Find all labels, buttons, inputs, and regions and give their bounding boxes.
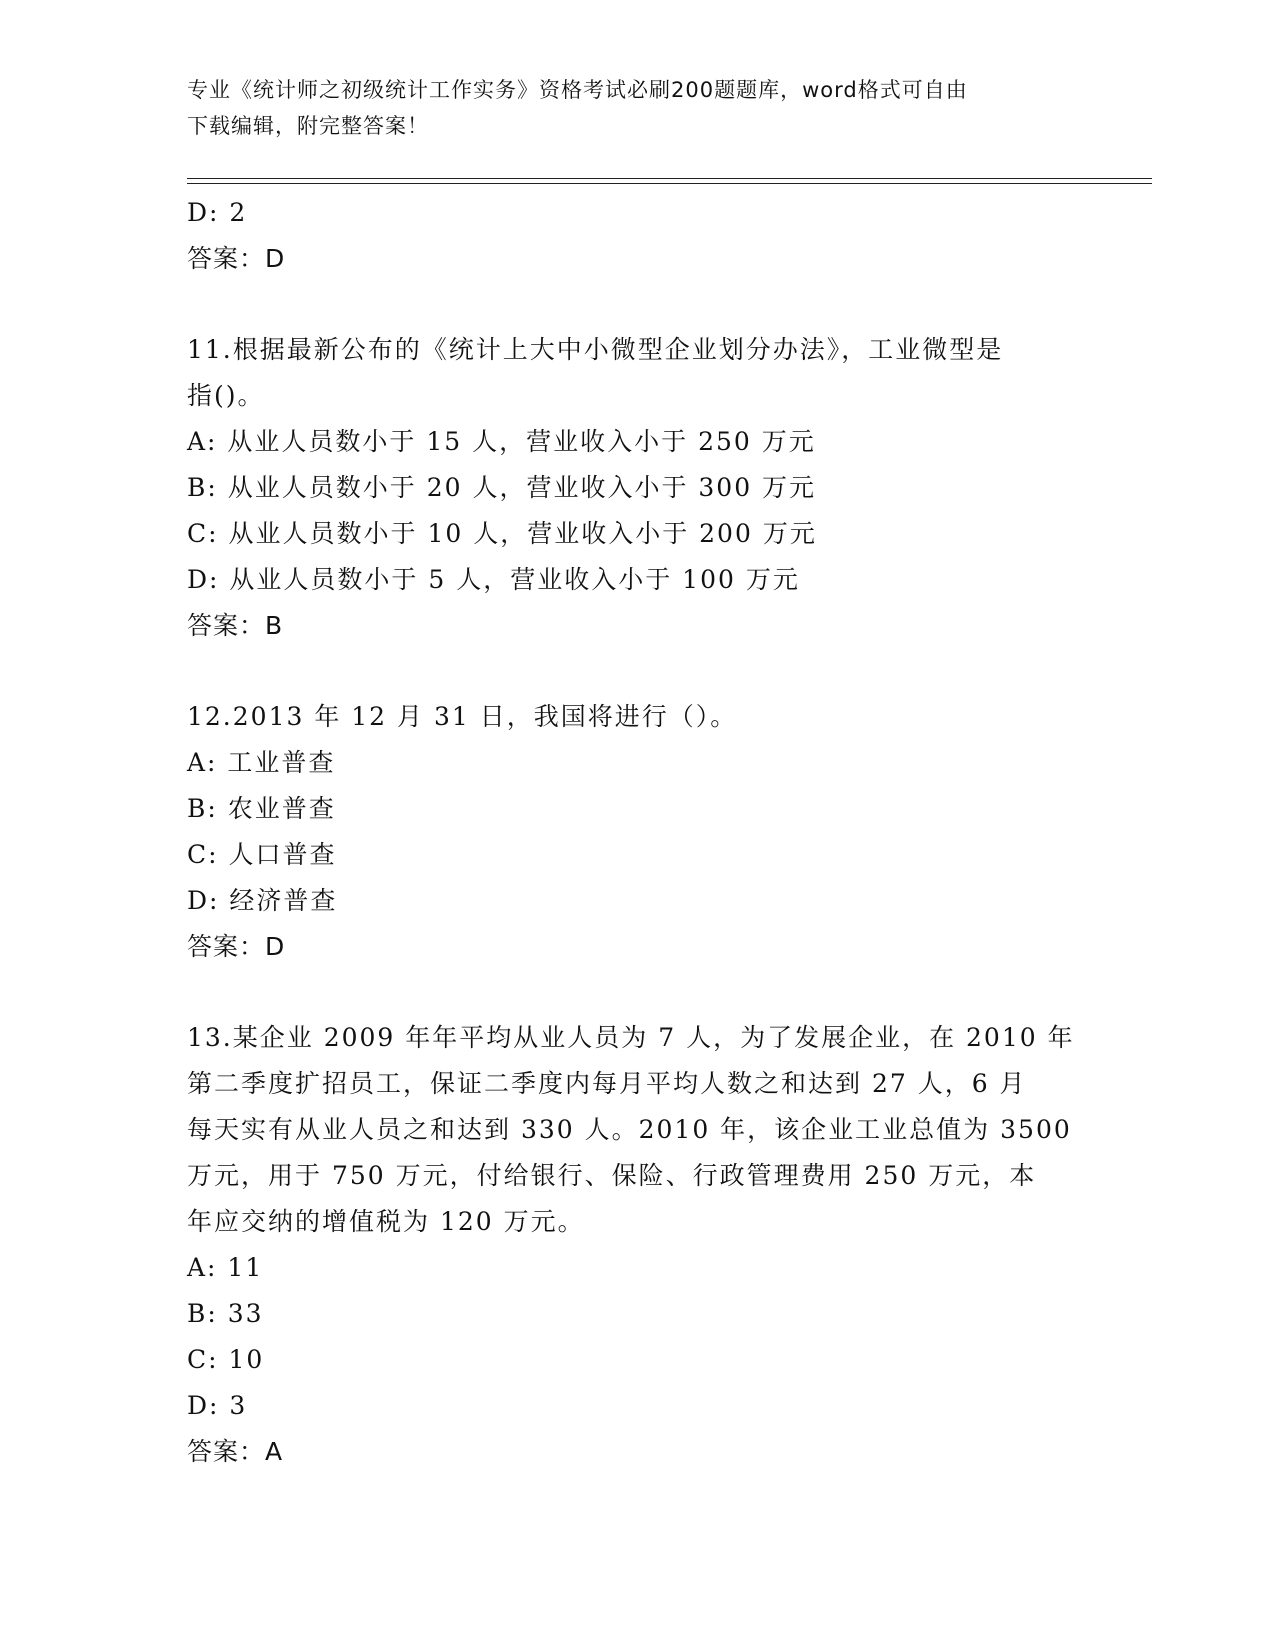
document-header: [187, 72, 1087, 144]
answer-line: 答案：D: [187, 932, 286, 961]
question-13: [187, 1015, 1087, 1475]
header-divider-top: [187, 178, 1152, 179]
option-c: C: 从业人员数小于 10 人，营业收入小于 200 万元: [187, 519, 817, 548]
question-stem: 12.2013 年 12 月 31 日，我国将进行（）。: [187, 702, 738, 731]
option-c: C: 10: [187, 1345, 265, 1374]
spacer: [187, 282, 1087, 327]
header-line-2: 下载编辑，附完整答案！: [187, 114, 429, 138]
question-12: [187, 694, 1087, 970]
answer-line: 答案：B: [187, 611, 284, 640]
header-divider-bottom: [187, 183, 1152, 184]
option-a: A: 从业人员数小于 15 人，营业收入小于 250 万元: [187, 427, 816, 456]
option-b: B: 从业人员数小于 20 人，营业收入小于 300 万元: [187, 473, 817, 502]
question-stem: 万元，用于 750 万元，付给银行、保险、行政管理费用 250 万元，本: [187, 1161, 1037, 1190]
question-stem: 年应交纳的增值税为 120 万元。: [187, 1207, 585, 1236]
option-d: D: 2: [187, 198, 248, 227]
question-11: [187, 327, 1087, 649]
document-body: [187, 190, 1087, 1475]
option-d: D: 经济普查: [187, 886, 338, 915]
question-stem: 第二季度扩招员工，保证二季度内每月平均人数之和达到 27 人，6 月: [187, 1069, 1027, 1098]
option-d: D: 3: [187, 1391, 248, 1420]
option-c: C: 人口普查: [187, 840, 337, 869]
option-b: B: 33: [187, 1299, 264, 1328]
option-a: A: 11: [187, 1253, 264, 1282]
question-stem: 每天实有从业人员之和达到 330 人。2010 年，该企业工业总值为 3500: [187, 1115, 1072, 1144]
question-stem: 11.根据最新公布的《统计上大中小微型企业划分办法》，工业微型是: [187, 335, 1004, 364]
spacer: [187, 649, 1087, 694]
question-10-tail: [187, 190, 1087, 282]
option-b: B: 农业普查: [187, 794, 336, 823]
header-line-1: 专业《统计师之初级统计工作实务》资格考试必刷200题题库，word格式可自由: [187, 78, 968, 102]
option-a: A: 工业普查: [187, 748, 336, 777]
option-d: D: 从业人员数小于 5 人，营业收入小于 100 万元: [187, 565, 800, 594]
question-stem: 13.某企业 2009 年年平均从业人员为 7 人，为了发展企业，在 2010 年: [187, 1023, 1075, 1052]
answer-line: 答案：D: [187, 244, 286, 273]
answer-line: 答案：A: [187, 1437, 284, 1466]
spacer: [187, 970, 1087, 1015]
question-stem: 指()。: [187, 381, 265, 410]
